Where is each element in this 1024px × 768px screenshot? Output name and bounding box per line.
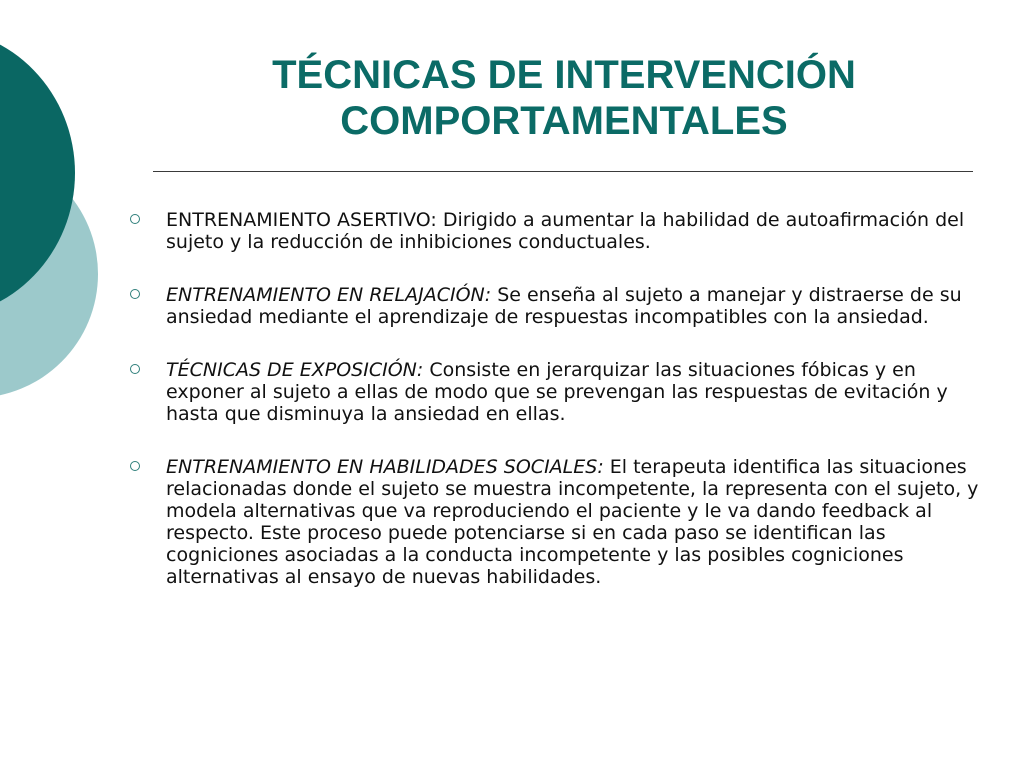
bullet-item-habilidades-sociales [126, 456, 998, 588]
bullet-item-asertivo [126, 209, 998, 253]
bullet-text: Se enseña al sujeto a manejar y distraerse de su ansiedad mediante el aprendizaje de respuestas incompatibles con la ansiedad. [166, 284, 962, 328]
slide-title-line-2: COMPORTAMENTALES [340, 99, 788, 143]
bullet-text: El terapeuta identifica las situaciones relacionadas donde el sujeto se muestra incompetente, la representa con el sujeto, y modela alternativas que va reproduciendo el paciente y le va dando feedback al respecto. Este proceso puede potenciarse si en cada paso se identifican las cogniciones asociadas a la conducta incompetente y las posibles cogniciones alternativas al ensayo de nuevas habilidades. [166, 456, 979, 588]
bullet-text: Consiste en jerarquizar las situaciones fóbicas y en exponer al sujeto a ellas de modo que se prevengan las respuestas de evitación y hasta que disminuya la ansiedad en ellas. [166, 359, 948, 425]
slide-title-line-1: TÉCNICAS DE INTERVENCIÓN [272, 53, 856, 97]
bullet-list [126, 209, 998, 619]
bullet-item-relajacion [126, 284, 998, 328]
bullet-item-exposicion [126, 359, 998, 425]
bullet-term: ENTRENAMIENTO EN RELAJACIÓN: [166, 284, 492, 306]
title-divider [153, 171, 973, 172]
hollow-circle-bullet-icon [130, 214, 140, 224]
bullet-term: ENTRENAMIENTO EN HABILIDADES SOCIALES: [166, 456, 604, 478]
bullet-text: Dirigido a aumentar la habilidad de autoafirmación del sujeto y la reducción de inhibiciones conductuales. [166, 209, 965, 253]
hollow-circle-bullet-icon [130, 289, 140, 299]
bullet-term: ENTRENAMIENTO ASERTIVO: [166, 209, 437, 231]
bullet-term: TÉCNICAS DE EXPOSICIÓN: [166, 359, 424, 381]
hollow-circle-bullet-icon [130, 461, 140, 471]
hollow-circle-bullet-icon [130, 364, 140, 374]
slide-title [155, 52, 973, 144]
